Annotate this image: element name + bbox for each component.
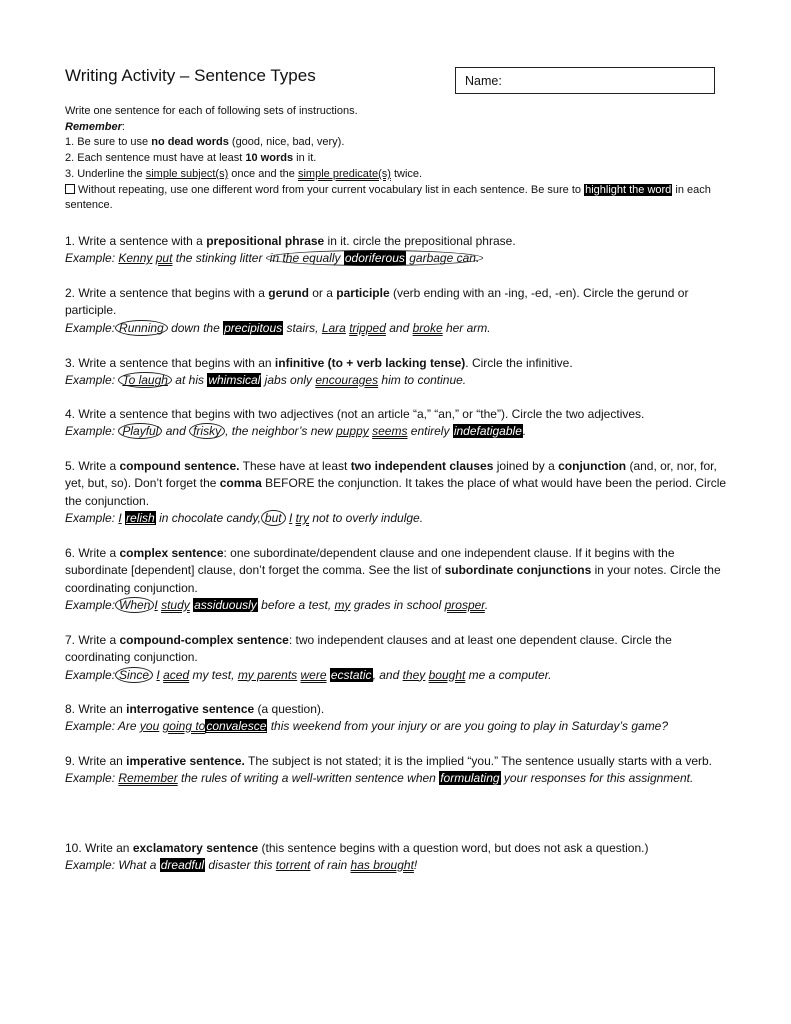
text-span: of rain [310, 858, 351, 873]
text-span: the rules of writing a well-written sentence when [177, 771, 440, 786]
text-span: compound sentence. [119, 459, 240, 473]
text-span: me a computer. [465, 667, 552, 682]
text-span: down the [167, 320, 224, 335]
item-9 [65, 753, 735, 788]
item-4 [65, 406, 735, 441]
text-span: conjunction [558, 459, 627, 473]
text-span: I [118, 510, 122, 525]
text-span: in each sentence. [65, 183, 711, 212]
text-span: going to [162, 719, 206, 734]
text-span: tripped [349, 320, 386, 335]
text-span: has brought [350, 858, 414, 873]
text-span: interrogative sentence [126, 702, 255, 716]
text-span: 4. Write a sentence that begins with two adjectives (not an article “a,” “an,” or “the”). Circle the two adjectives. [65, 407, 645, 421]
text-span: (good, nice, bad, very). [228, 136, 345, 149]
checkbox-icon[interactable] [65, 184, 75, 194]
text-span: prepositional phrase [206, 234, 325, 248]
text-span: Without repeating, use one different word from your current vocabulary list in each sentence. Be sure to [78, 183, 585, 196]
text-span: garbage can. [405, 251, 480, 266]
text-span: relish [126, 510, 155, 525]
text-span: 8. Write an [65, 702, 127, 716]
text-span: simple subject(s) [145, 167, 229, 180]
text-span: put [155, 251, 173, 266]
rule-2 [65, 151, 735, 167]
text-span: this weekend from your injury or are you going to play in Saturday’s game? [267, 719, 669, 734]
text-span: Playful [118, 423, 162, 439]
text-span: Kenny [118, 251, 153, 266]
item-7 [65, 632, 735, 684]
text-span: torrent [275, 858, 311, 873]
text-span: Lara [321, 320, 346, 335]
intro-line: Write one sentence for each of following sets of instructions. [65, 105, 358, 117]
text-span: complex sentence [119, 546, 224, 560]
text-span: jabs only [261, 373, 316, 388]
instructions [65, 104, 735, 214]
text-span: ecstatic [330, 667, 372, 682]
text-span: comma [219, 476, 262, 491]
text-span: my test, [189, 667, 238, 682]
text-span: 10. Write an [65, 841, 133, 855]
text-span: I [156, 667, 160, 682]
text-span: were [300, 667, 327, 682]
text-span: infinitive (to + verb lacking tense) [274, 356, 466, 370]
page-title: Writing Activity – Sentence Types [65, 66, 316, 85]
text-span: or a [308, 286, 337, 300]
text-span: broke [412, 320, 443, 335]
text-span: I [288, 510, 293, 525]
item-1 [65, 233, 735, 268]
item-5 [65, 458, 735, 527]
text-span: but [261, 510, 286, 526]
text-span: convalesce [206, 719, 267, 734]
text-span: Example: [65, 251, 119, 266]
text-span: encourages [315, 373, 379, 388]
remember-heading: Remember: [65, 120, 125, 133]
text-span: These have at least [239, 459, 351, 473]
text-span: bought [428, 667, 466, 682]
text-span: Example: [65, 424, 119, 439]
text-span: 9. Write an [65, 754, 127, 768]
text-span: : one subordinate/dependent clause and one independent clause. If it begins with the subordinate [dependent] clause, don’t forget the comma. See the list of [65, 546, 675, 578]
text-span: your responses for this assignment. [500, 771, 694, 786]
text-span: ! [413, 858, 418, 873]
text-span: Example: [65, 373, 119, 388]
text-span: , the neighbor’s new [225, 424, 337, 439]
text-span: before a test, [257, 597, 335, 612]
item-10 [65, 840, 735, 875]
text-span: compound-complex sentence [119, 633, 289, 647]
rule-4 [65, 183, 735, 214]
name-label: Name: [465, 74, 502, 88]
item-2 [65, 285, 735, 337]
text-span: 5. Write a [65, 459, 120, 473]
text-span: try [295, 510, 309, 525]
text-span: Example: Are [65, 719, 140, 734]
text-span: in chocolate candy, [155, 510, 261, 525]
item-8 [65, 701, 735, 736]
text-span: joined by a [493, 459, 559, 473]
text-span: and [385, 320, 413, 335]
text-span: formulating [440, 771, 500, 786]
text-span: 10 words [245, 152, 294, 165]
text-span: my parents [237, 667, 298, 682]
text-span: Example: [65, 510, 119, 525]
text-span: 6. Write a [65, 546, 120, 560]
text-span: in the equally [269, 251, 344, 266]
text-span: (and, or, nor, for, yet, but, so). Don’t forget the [65, 459, 717, 491]
text-span: . [484, 597, 489, 612]
text-span: Since [115, 667, 153, 683]
text-span: (this sentence begins with a question word, but does not ask a question.) [258, 841, 649, 855]
text-span: entirely [407, 424, 453, 439]
text-span: BEFORE the conjunction. It takes the place of what would have been the period. Circle the conjunction. [65, 476, 727, 508]
text-span: 2. Each sentence must have at least [65, 152, 246, 165]
text-span: participle [336, 286, 390, 300]
name-field[interactable] [455, 67, 715, 94]
text-span: exclamatory sentence [132, 841, 259, 855]
text-span: seems [372, 424, 408, 439]
text-span: in your notes. Circle the coordinating conjunction. [65, 563, 721, 595]
text-span: simple predicate(s) [297, 167, 391, 180]
text-span: Remember [118, 771, 178, 786]
text-span: you [139, 719, 160, 734]
text-span: and [162, 424, 190, 439]
text-span: When [115, 597, 154, 613]
text-span: in it. circle the prepositional phrase. [324, 234, 516, 248]
text-span: whimsical [208, 373, 261, 388]
item-6 [65, 545, 735, 614]
text-span: not to overly indulge. [308, 510, 424, 525]
text-span: 1. Be sure to use [65, 136, 152, 149]
text-span: 1. Write a sentence with a [65, 234, 207, 248]
text-span: Example: What a [65, 858, 160, 873]
text-span: (a question). [254, 702, 325, 716]
text-span: indefatigable [453, 424, 522, 439]
text-span: The subject is not stated; it is the implied “you.” The sentence usually starts with a verb. [244, 754, 712, 768]
text-span: frisky [189, 423, 225, 439]
text-span: Example: [65, 771, 119, 786]
text-span: disaster this [205, 858, 276, 873]
text-span: gerund [268, 286, 309, 300]
text-span: 2. Write a sentence that begins with a [65, 286, 269, 300]
item-3 [65, 355, 735, 390]
text-span: once and the [228, 167, 298, 180]
text-span: grades in school [350, 597, 445, 612]
text-span: Example: [65, 320, 116, 335]
text-span: , and [372, 667, 403, 682]
text-span: at his [171, 373, 208, 388]
text-span: Example: [65, 597, 116, 612]
text-span: 3. Write a sentence that begins with an [65, 356, 275, 370]
text-span: (verb ending with an -ing, -ed, -en). Circle the gerund or participle. [65, 286, 689, 318]
text-span: dreadful [160, 858, 205, 873]
text-span: 3. Underline the [65, 167, 146, 180]
text-span: 7. Write a [65, 633, 120, 647]
text-span: subordinate conjunctions [444, 563, 592, 578]
text-span: in it. [293, 152, 317, 165]
text-span: Remember [65, 120, 122, 133]
text-span: assiduously [194, 597, 257, 612]
text-span: no dead words [151, 136, 229, 149]
text-span: . Circle the infinitive. [465, 356, 573, 370]
text-span: Example: [65, 667, 116, 682]
text-span: the stinking litter [172, 251, 266, 266]
text-span: highlight the word [585, 183, 672, 196]
text-span: my [334, 597, 351, 612]
rule-1 [65, 135, 735, 151]
text-span: study [161, 597, 190, 612]
text-span: I [154, 597, 158, 612]
rule-3 [65, 167, 735, 183]
text-span: : two independent clauses and at least one dependent clause. Circle the coordinating conjunction. [65, 633, 672, 665]
text-span: imperative sentence. [126, 754, 245, 768]
text-span: Running [115, 320, 168, 336]
text-span: To laugh [118, 372, 172, 388]
text-span: prosper [444, 597, 485, 612]
text-span: odoriferous [344, 251, 405, 266]
text-span: him to continue. [378, 373, 467, 388]
text-span: aced [163, 667, 190, 682]
text-span: puppy [336, 424, 369, 439]
text-span: two independent clauses [350, 459, 494, 473]
text-span: they [402, 667, 426, 682]
text-span: precipitous [224, 320, 283, 335]
text-span: . [522, 424, 527, 439]
text-span: her arm. [442, 320, 491, 335]
text-span: stairs, [283, 320, 322, 335]
text-span: twice. [390, 167, 423, 180]
